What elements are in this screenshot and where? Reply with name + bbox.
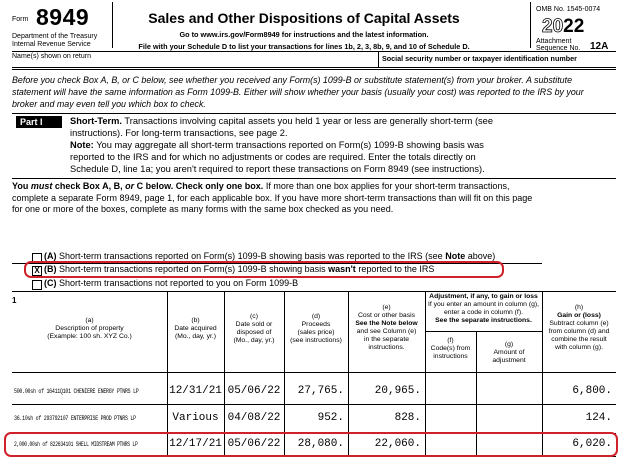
part-tag: Part I — [16, 116, 62, 128]
form-label: Form — [12, 16, 29, 23]
form-title: Sales and Other Dispositions of Capital Assets — [148, 10, 460, 26]
sequence-label: Sequence No. — [536, 45, 581, 52]
row-2-cost[interactable]: 828. — [394, 412, 421, 424]
row-1-cost[interactable]: 20,965. — [374, 385, 421, 397]
omb-number: OMB No. 1545-0074 — [536, 6, 601, 13]
row-2-sold[interactable]: 04/08/22 — [227, 412, 281, 424]
row-3-proceeds[interactable]: 28,080. — [297, 438, 344, 450]
row-1-gain[interactable]: 6,800. — [572, 385, 612, 397]
row-2-proceeds[interactable]: 952. — [317, 412, 344, 424]
col-g-header: (g) Amount of adjustment — [492, 341, 526, 364]
check-more-than-one: If more than one box applies for your short-term transactions, — [265, 181, 510, 191]
intro-line-1: Before you check Box A, B, or C below, see whether you received any Form(s) 1099-B or substitute statement(s) from your broker. A substitute — [12, 75, 573, 85]
adj-head-1: Adjustment, if any, to gain or loss — [429, 293, 538, 300]
box-b-text: Short-term transactions reported on Form(s) 1099-B showing basis — [59, 264, 326, 274]
adjustment-header — [425, 293, 542, 325]
ssn-label: Social security number or taxpayer identification number — [382, 54, 577, 63]
box-c-letter: (C) — [44, 278, 57, 288]
sequence-number: 12A — [590, 41, 609, 52]
file-line: File with your Schedule D to list your transactions for lines 1b, 2, 3, 8b, 9, and 10 of Schedule D. — [138, 42, 470, 51]
check-line-2: complete a separate Form 8949, page 1, for each applicable box. If you have more short-term transactions than will fit on this page — [12, 192, 533, 203]
intro-line-3: broker and may even tell you which box to check. — [12, 99, 206, 109]
row-1-acquired[interactable]: 12/31/21 — [169, 385, 222, 397]
adj-head-4: See the separate instructions. — [435, 317, 532, 324]
note-line-1: You may aggregate all short-term transactions reported on Form(s) 1099-B showing basis was — [96, 140, 484, 150]
col-f-header: (f) Code(s) from instructions — [430, 337, 471, 360]
box-b-tail: reported to the IRS — [358, 264, 435, 274]
row-3-sold[interactable]: 05/06/22 — [227, 438, 281, 450]
check-must: must — [30, 181, 53, 191]
col-b-header: (b) Date acquired (Mo., day, yr.) — [174, 317, 217, 340]
row-2-acquired[interactable]: Various — [172, 412, 219, 424]
row-2-gain[interactable]: 124. — [585, 412, 612, 424]
attachment-label: Attachment — [536, 38, 572, 45]
check-or: or — [125, 181, 135, 191]
line-number: 1 — [12, 296, 17, 305]
dept-label: Department of the Treasury — [12, 33, 98, 40]
col-c-header: (c) Date sold or disposed of (Mo., day, yr.) — [233, 313, 275, 344]
row-3-gain[interactable]: 6,020. — [572, 438, 612, 450]
row-3-highlight — [4, 432, 618, 457]
tax-year-suffix: 22 — [563, 16, 585, 37]
col-d-header: (d) Proceeds (sales price) (see instructions) — [290, 313, 342, 344]
box-c-text: Short-term transactions not reported to you on Form 1099-B — [59, 278, 299, 288]
row-3-cost[interactable]: 22,060. — [374, 438, 421, 450]
check-line-3: for one or more of the boxes, complete as many forms with the same box checked as you need. — [12, 204, 394, 214]
adj-head-2: If you enter an amount in column (g), — [427, 301, 540, 308]
row-1-proceeds[interactable]: 27,765. — [297, 385, 344, 397]
adj-head-3: enter a code in column (f). — [444, 309, 523, 316]
check-you: You — [12, 181, 29, 191]
part-heading: Short-Term. — [70, 116, 122, 126]
irs-label: Internal Revenue Service — [12, 41, 91, 48]
goto-line: Go to www.irs.gov/Form8949 for instructions and the latest information. — [179, 30, 429, 39]
box-a-tail: above) — [467, 251, 496, 261]
note-label: Note: — [70, 140, 94, 150]
box-b-checkbox[interactable]: X — [32, 266, 42, 276]
box-a-letter: (A) — [44, 251, 57, 261]
names-label: Name(s) shown on return — [12, 53, 91, 60]
box-b-letter: (B) — [44, 264, 57, 274]
box-b-bold: wasn't — [328, 264, 356, 274]
part-text-1: Transactions involving capital assets you held 1 year or less are generally short-term (see — [124, 116, 494, 126]
check-only-one: C below. Check only one box. — [136, 181, 264, 191]
box-a-note: Note — [445, 251, 466, 261]
box-a-text: Short-term transactions reported on Form(s) 1099-B showing basis was reported to the IRS (see — [59, 251, 443, 261]
note-line-2: reported to the IRS and for which no adjustments or codes are required. Enter the totals directly on — [70, 152, 476, 162]
intro-line-2: statement will have the same information as Form 1099-B. Either will show whether your basis (usually your cost) was reported to the IRS by your — [12, 87, 584, 97]
col-e-header: (e) Cost or other basis See the Note below and see Column (e) in the separate instructions. — [355, 304, 418, 351]
tax-year-prefix: 20 — [542, 16, 564, 37]
col-a-header: (a) Description of property (Example: 100 sh. XYZ Co.) — [47, 317, 132, 340]
row-3-desc[interactable]: 2,000.00sh of 822634101 SHELL MIDSTREAM PTNRS LP — [14, 441, 138, 448]
col-h-header: (h) Gain or (loss) Subtract column (e) from column (d) and combine the result with column (g). — [548, 304, 610, 351]
form-number: 8949 — [36, 4, 90, 30]
note-line-3: Schedule D, line 1a; you aren't required to report these transactions on Form 8949 (see instructions). — [70, 164, 485, 174]
row-2-desc[interactable]: 36.10sh of 293792107 ENTERPRISE PROD PTNRS LP — [14, 415, 136, 422]
row-1-sold[interactable]: 05/06/22 — [227, 385, 281, 397]
row-1-desc[interactable]: 500.00sh of 16411Q101 CHENIERE ENERGY PTNRS LP — [14, 388, 139, 395]
check-boxes: check Box A, B, — [54, 181, 123, 191]
part-text-2: instructions). For long-term transactions, see page 2. — [70, 128, 288, 138]
row-3-acquired[interactable]: 12/17/21 — [169, 438, 222, 450]
